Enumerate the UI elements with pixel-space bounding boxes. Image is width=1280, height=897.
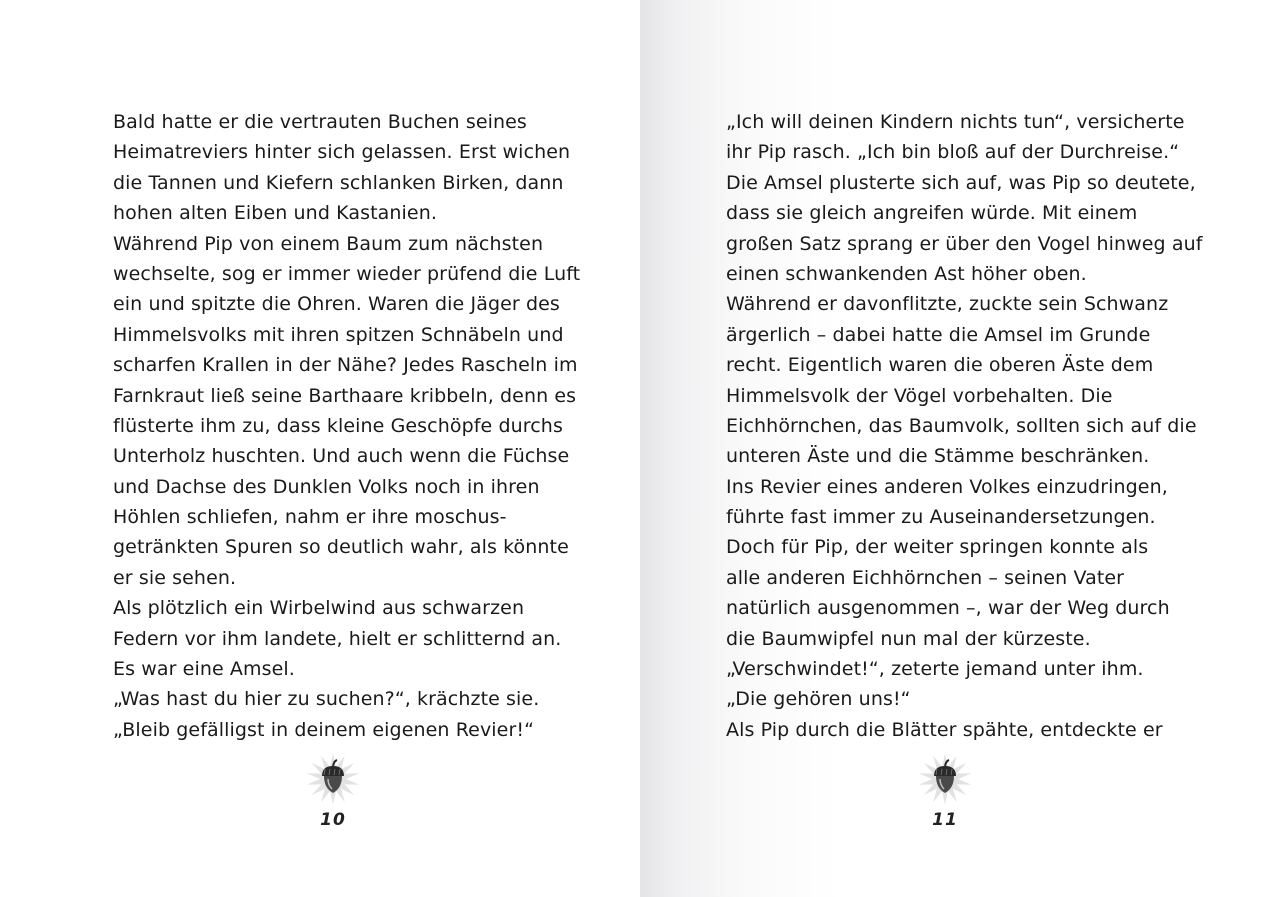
text-line: Die Amsel plusterte sich auf, was Pip so deutete, — [726, 171, 1196, 194]
page-text — [113, 107, 580, 745]
text-line: Eichhörnchen, das Baumvolk, sollten sich auf die — [726, 414, 1197, 437]
text-line: Doch für Pip, der weiter springen konnte als — [726, 536, 1149, 559]
text-line: die Baumwipfel nun mal der kürzeste. — [726, 627, 1091, 650]
text-line: Unterholz huschten. Und auch wenn die Füchse — [113, 445, 570, 468]
right-page — [640, 0, 1280, 897]
text-line: und Dachse des Dunklen Volks noch in ihren — [113, 475, 540, 498]
text-line: Es war eine Amsel. — [113, 658, 295, 681]
text-line: ärgerlich – dabei hatte die Amsel im Grunde — [726, 323, 1151, 346]
text-line: unteren Äste und die Stämme beschränken. — [726, 445, 1150, 468]
text-line: recht. Eigentlich waren die oberen Äste dem — [726, 354, 1154, 377]
text-line: Bald hatte er die vertrauten Buchen seines — [113, 111, 527, 133]
text-line: Himmelsvolk der Vögel vorbehalten. Die — [726, 384, 1113, 407]
page-folio — [905, 752, 985, 832]
text-line: Federn vor ihm landete, hielt er schlitternd an. — [113, 627, 562, 650]
text-line: „Bleib gefälligst in deinem eigenen Revier!“ — [113, 718, 535, 741]
page-number: 10 — [320, 810, 346, 830]
acorn-icon — [303, 752, 363, 806]
text-line: die Tannen und Kiefern schlanken Birken, dann — [113, 171, 564, 194]
text-line: „Verschwindet!“, zeterte jemand unter ihm. — [726, 658, 1144, 681]
text-line: großen Satz sprang er über den Vogel hinweg auf — [726, 232, 1203, 255]
text-line: „Die gehören uns!“ — [726, 688, 911, 711]
text-line: flüsterte ihm zu, dass kleine Geschöpfe durchs — [113, 414, 563, 437]
text-line: Als Pip durch die Blätter spähte, entdeckte er — [726, 718, 1163, 741]
text-line: Während er davonflitzte, zuckte sein Schwanz — [726, 293, 1169, 316]
page-text — [726, 107, 1203, 745]
text-line: Himmelsvolks mit ihren spitzen Schnäbeln und — [113, 323, 564, 346]
text-line: „Ich will deinen Kindern nichts tun“, versicherte — [726, 111, 1185, 133]
text-line: dass sie gleich angreifen würde. Mit einem — [726, 202, 1138, 225]
text-line: hohen alten Eiben und Kastanien. — [113, 202, 437, 225]
text-line: getränkten Spuren so deutlich wahr, als könnte — [113, 536, 569, 559]
text-line: ein und spitzte die Ohren. Waren die Jäger des — [113, 293, 560, 316]
text-line: „Was hast du hier zu suchen?“, krächzte sie. — [113, 688, 540, 711]
page-number: 11 — [932, 810, 958, 830]
text-line: Während Pip von einem Baum zum nächsten — [113, 232, 544, 255]
text-line: einen schwankenden Ast höher oben. — [726, 262, 1087, 285]
text-line: scharfen Krallen in der Nähe? Jedes Rascheln im — [113, 354, 578, 377]
text-line: führte fast immer zu Auseinandersetzungen. — [726, 506, 1156, 529]
text-line: Heimatreviers hinter sich gelassen. Erst wichen — [113, 141, 571, 164]
acorn-icon — [915, 752, 975, 806]
text-line: er sie sehen. — [113, 566, 237, 589]
text-line: Als plötzlich ein Wirbelwind aus schwarzen — [113, 597, 525, 620]
text-line: ihr Pip rasch. „Ich bin bloß auf der Durchreise.“ — [726, 141, 1180, 164]
page-folio — [293, 752, 373, 832]
text-line: Farnkraut ließ seine Barthaare kribbeln, denn es — [113, 384, 577, 407]
text-line: natürlich ausgenommen –, war der Weg durch — [726, 597, 1170, 620]
text-line: Höhlen schliefen, nahm er ihre moschus- — [113, 506, 507, 529]
text-line: Ins Revier eines anderen Volkes einzudringen, — [726, 475, 1168, 498]
text-line: alle anderen Eichhörnchen – seinen Vater — [726, 566, 1125, 589]
text-line: wechselte, sog er immer wieder prüfend die Luft — [113, 262, 581, 285]
